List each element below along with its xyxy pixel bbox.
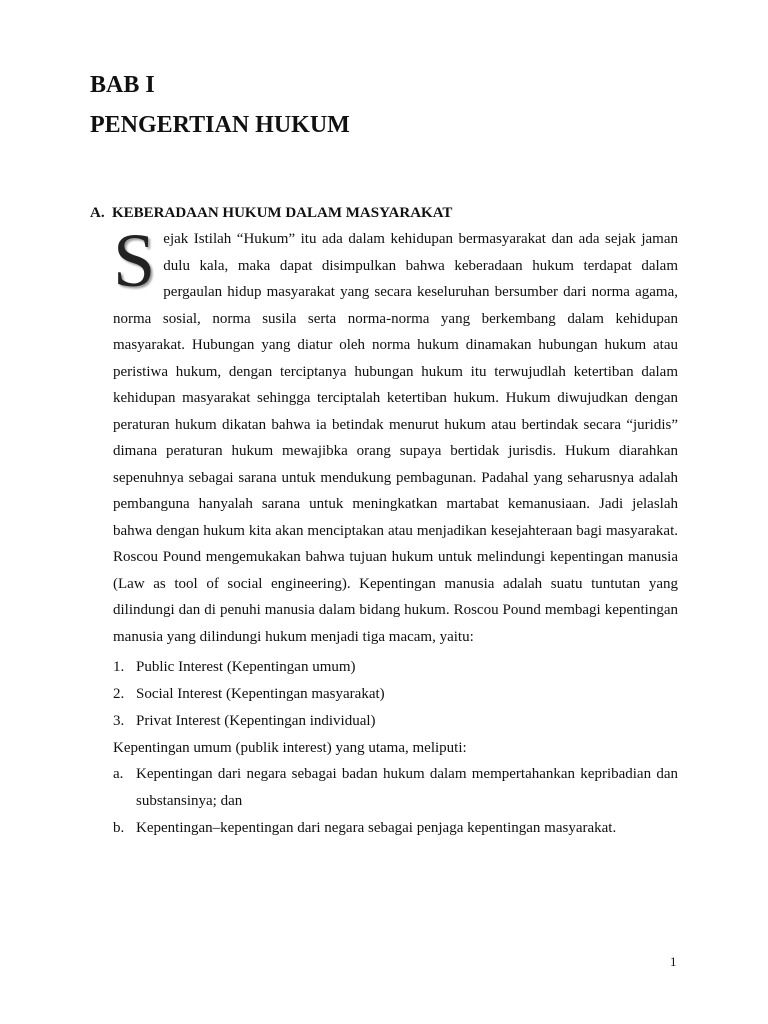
list-item (113, 815, 678, 842)
section-label: A. (90, 205, 105, 221)
list-item-text: Social Interest (Kepentingan masyarakat) (136, 686, 385, 702)
list-item-text: Public Interest (Kepentingan umum) (136, 659, 356, 675)
body-paragraph (113, 219, 678, 650)
drop-cap: S (113, 219, 156, 303)
section-title: KEBERADAAN HUKUM DALAM MASYARAKAT (112, 205, 453, 221)
chapter-number: BAB I (90, 72, 155, 98)
list-item (113, 708, 678, 735)
chapter-title: PENGERTIAN HUKUM (90, 112, 350, 138)
list-marker: 2. (113, 686, 125, 702)
list-item (113, 681, 678, 708)
public-interest-intro: Kepentingan umum (publik interest) yang utama, meliputi: (113, 740, 467, 756)
list-item (113, 761, 678, 815)
list-marker: a. (113, 766, 124, 782)
interest-list (113, 654, 678, 735)
list-item-text: Kepentingan dari negara sebagai badan hukum dalam mempertahankan kepribadian dan substansinya; dan (136, 766, 678, 809)
list-marker: 3. (113, 713, 125, 729)
paragraph-text: ejak Istilah “Hukum” itu ada dalam kehidupan bermasyarakat dan ada sejak jaman dulu kala, maka dapat disimpulkan bahwa keberadaan hukum terdapat dalam pergaulan hidup masyarakat yang secara keseluruhan bersumber dari norma agama, norma sosial, norma susila serta norma-norma yang berkembang dalam kehidupan masyarakat. Hubungan yang diatur oleh norma hukum dinamakan hubungan hukum atau peristiwa hukum, dengan terciptanya hubungan hukum itu terwujudlah ketertiban dalam kehidupan masyarakat sehingga terciptalah ketertiban hukum. Hukum diwujudkan dengan peraturan hukum dikatan bahwa ia betindak menurut hukum atau bertindak secara “juridis” dimana peraturan hukum mewajibka orang supaya bertidak jurisdis. Hukum diarahkan sepenuhnya sebagai sarana untuk mendukung pembagunan. Padahal yang seharusnya adalah pembanguna hanyalah sarana untuk meningkatkan martabat kemanusiaan. Jadi jelaslah bahwa dengan hukum kita akan menciptakan atau menjadikan kesejahteraan bagi masyarakat. Roscou Pound mengemukakan bahwa tujuan hukum untuk melindungi kepentingan manusia (Law as tool of social engineering). Kepentingan manusia adalah suatu tuntutan yang dilindungi dan di penuhi manusia dalam bidang hukum. Roscou Pound membagi kepentingan manusia yang dilindungi hukum menjadi tiga macam, yaitu: (113, 231, 678, 645)
list-item-text: Kepentingan–kepentingan dari negara sebagai penjaga kepentingan masyarakat. (136, 820, 617, 836)
list-item (113, 654, 678, 681)
page-number: 1 (670, 954, 677, 969)
list-item-text: Privat Interest (Kepentingan individual) (136, 713, 376, 729)
list-marker: 1. (113, 659, 125, 675)
list-marker: b. (113, 820, 125, 836)
public-interest-list (113, 761, 678, 842)
